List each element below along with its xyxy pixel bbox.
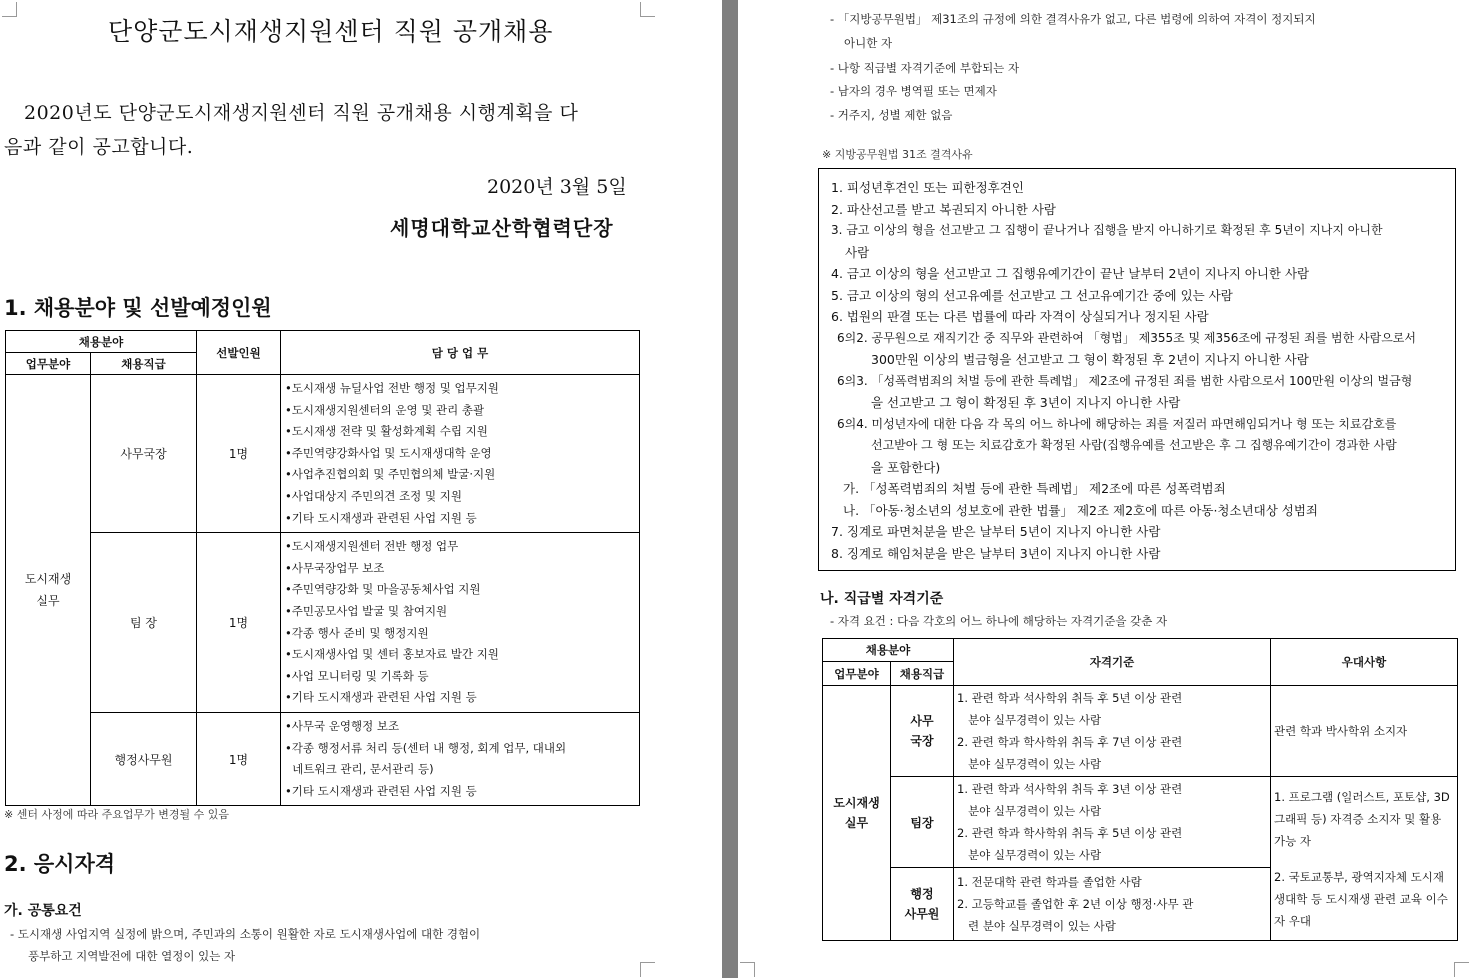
field-cell (6, 375, 91, 806)
disq-item: 나. 「아동·청소년의 성보호에 관한 법률」 제2조 제2호에 따른 아동·청소년대상 성범죄 (843, 503, 1318, 518)
requirements-cell (954, 686, 1271, 777)
table-row (6, 375, 640, 533)
disq-item: 6의2. 공무원으로 재직기간 중 직무와 관련하여 「형법」 제355조 및 제356조에 규정된 죄를 범한 사람으로서 (837, 331, 1416, 345)
requirement-line: 분야 실무경력이 있는 사람 (957, 757, 1102, 771)
requirement-line: 1. 관련 학과 석사학위 취득 후 3년 이상 관련 (957, 782, 1183, 796)
header-advantages: 우대사항 (1271, 639, 1458, 686)
advantages-cell: 관련 학과 박사학위 소지자 (1271, 686, 1458, 777)
duty-item: 네트워크 관리, 문서관리 등) (285, 762, 434, 777)
count-cell: 1명 (197, 375, 281, 533)
requirement-line: 분야 실무경력이 있는 사람 (957, 804, 1102, 818)
table-row (823, 777, 1458, 868)
position-line: 국장 (910, 734, 934, 748)
duty-item: •도시재생지원센터의 운영 및 관리 총괄 (285, 402, 485, 417)
disq-item: 가. 「성폭력범죄의 처벌 등에 관한 특례법」 제2조에 따른 성폭력범죄 (843, 481, 1226, 496)
disq-item: 1. 피성년후견인 또는 피한정후견인 (831, 180, 1024, 195)
table-row (6, 712, 640, 805)
disq-item: 300만원 이상의 벌금형을 선고받고 그 형이 확정된 후 2년이 지나지 아니한 사람 (871, 352, 1309, 367)
field-line: 실무 (36, 594, 60, 609)
req-line-2: - 나항 직급별 자격기준에 부합되는 자 (830, 61, 1020, 75)
requirement-line: 분야 실무경력이 있는 사람 (957, 713, 1102, 727)
announcement-date: 2020년 3월 5일 (487, 176, 627, 198)
disq-item: 3. 금고 이상의 형을 선고받고 그 집행이 끝나거나 집행을 받지 아니하기로 확정된 후 5년이 지나지 아니한 (831, 223, 1383, 237)
req-line-1: - 「지방공무원법」 제31조의 규정에 의한 결격사유가 없고, 다른 법령에 의하여 자격이 정지되지 (830, 12, 1316, 26)
duty-item: •주민공모사업 발굴 및 참여지원 (285, 603, 448, 618)
recruitment-table (5, 330, 640, 806)
subsection-ga: 가. 공통요건 (4, 903, 82, 919)
position-line: 사무원 (904, 907, 940, 921)
disq-item: 6의3. 「성폭력범죄의 처벌 등에 관한 특례법」 제2조에 규정된 죄를 범한 사람으로서 100만원 이상의 벌금형 (837, 374, 1413, 388)
disq-item: 8. 징계로 해임처분을 받은 날부터 3년이 지나지 아니한 사람 (831, 546, 1161, 561)
table-note: ※ 센터 사정에 따라 주요업무가 변경될 수 있음 (4, 808, 229, 821)
requirement-line: 2. 관련 학과 학사학위 취득 후 5년 이상 관련 (957, 826, 1183, 840)
field-line: 도시재생 (24, 572, 72, 587)
duty-item: •주민역량강화사업 및 도시재생대학 운영 (285, 445, 492, 460)
table-row (823, 686, 1458, 777)
advantage-item: 2. 국토교통부, 광역지자체 도시재생대학 등 도시재생 관련 교육 이수자 우대 (1274, 869, 1448, 928)
position-line: 팀장 (910, 815, 934, 830)
header-position: 채용직급 (91, 353, 197, 375)
requirement-line: 2. 고등학교를 졸업한 후 2년 이상 행정·사무 관 (957, 897, 1194, 911)
subsection-na: 나. 직급별 자격기준 (820, 591, 944, 607)
disq-item: 을 포함한다) (871, 460, 941, 475)
crop-mark (2, 2, 17, 17)
section-heading-1: 1. 채용분야 및 선발예정인원 (4, 296, 272, 320)
header-count: 선발인원 (197, 331, 281, 375)
header-field: 업무분야 (823, 662, 891, 686)
disq-item: 을 선고받고 그 형이 확정된 후 3년이 지나지 아니한 사람 (871, 395, 1181, 410)
position-cell (891, 777, 954, 868)
disqualification-note: ※ 지방공무원법 31조 결격사유 (822, 148, 973, 161)
duty-item: •도시재생 전략 및 활성화계획 수립 지원 (285, 424, 488, 439)
document-title: 단양군도시재생지원센터 직원 공개채용 (108, 17, 554, 46)
disq-item: 4. 금고 이상의 형을 선고받고 그 집행유예기간이 끝난 날부터 2년이 지나지 아니한 사람 (831, 266, 1310, 281)
na-line: - 자격 요건 : 다음 각호의 어느 하나에 해당하는 자격기준을 갖춘 자 (830, 614, 1168, 628)
count-cell: 1명 (197, 712, 281, 805)
intro-line-2: 음과 같이 공고합니다. (4, 136, 194, 158)
duty-item: •주민역량강화 및 마을공동체사업 지원 (285, 582, 481, 597)
duties-cell (281, 712, 640, 805)
disq-item: 2. 파산선고를 받고 복권되지 아니한 사람 (831, 202, 1056, 217)
field-line: 도시재생 (833, 796, 880, 810)
position-cell: 행정사무원 (91, 712, 197, 805)
disq-item: 7. 징계로 파면처분을 받은 날부터 5년이 지나지 아니한 사람 (831, 524, 1161, 539)
requirement-line: 1. 관련 학과 석사학위 취득 후 5년 이상 관련 (957, 691, 1183, 705)
disq-item: 선고받아 그 형 또는 치료감호가 확정된 사람(집행유예를 선고받은 후 그 집행유예기간이 경과한 사람 (871, 438, 1397, 452)
disq-item: 6. 법원의 판결 또는 다른 법률에 따라 자격이 상실되거나 정지된 사람 (831, 309, 1209, 324)
duties-cell (281, 533, 640, 713)
req-line-4: - 거주지, 성별 제한 없음 (830, 108, 953, 122)
intro-line-1: 2020년도 단양군도시재생지원센터 직원 공개채용 시행계획을 다 (24, 102, 579, 124)
duty-item: •사업 모니터링 및 기록화 등 (285, 668, 429, 683)
disqualification-box (818, 168, 1456, 571)
field-line: 실무 (844, 816, 869, 830)
duty-item: •사업대상지 주민의견 조정 및 지원 (285, 488, 462, 503)
field-cell (823, 686, 891, 941)
duty-item: •도시재생 뉴딜사업 전반 행정 및 업무지원 (285, 381, 499, 395)
duty-item: •기타 도시재생과 관련된 사업 지원 등 (285, 510, 477, 525)
position-cell: 팀 장 (91, 533, 197, 713)
header-group: 채용분야 (823, 639, 954, 662)
disq-item: 6의4. 미성년자에 대한 다음 각 목의 어느 하나에 해당하는 죄를 저질러 파면해임되거나 형 또는 치료감호를 (837, 417, 1397, 431)
header-duties: 담 당 업 무 (281, 331, 640, 375)
duty-item: •사업추진협의회 및 주민협의체 발굴·지원 (285, 467, 496, 482)
req-line-1b: 아니한 자 (844, 36, 893, 50)
requirements-cell (954, 777, 1271, 868)
crop-mark (1454, 962, 1469, 977)
requirement-line: 1. 전문대학 관련 학과를 졸업한 사람 (957, 875, 1142, 889)
duty-item: •각종 행사 준비 및 행정지원 (285, 625, 429, 640)
position-line: 행정 (910, 887, 934, 901)
header-group: 채용분야 (6, 331, 197, 353)
requirements-cell (954, 868, 1271, 941)
position-cell (891, 686, 954, 777)
duty-item: •도시재생사업 및 센터 홍보자료 발간 지원 (285, 647, 499, 662)
duty-item: •각종 행정서류 처리 등(센터 내 행정, 회계 업무, 대내외 (285, 740, 567, 755)
advantages-cell (1271, 777, 1458, 941)
header-requirements: 자격기준 (954, 639, 1271, 686)
header-position: 채용직급 (891, 662, 954, 686)
position-cell: 사무국장 (91, 375, 197, 533)
requirement-line: 련 분야 실무경력이 있는 사람 (957, 919, 1116, 933)
count-cell: 1명 (197, 533, 281, 713)
position-line: 사무 (910, 714, 934, 728)
requirement-line: 2. 관련 학과 학사학위 취득 후 7년 이상 관련 (957, 735, 1183, 749)
duty-item: •사무국 운영행정 보조 (285, 718, 400, 733)
document-page-right (738, 0, 1477, 978)
disq-item: 사람 (845, 245, 870, 260)
qualification-table (822, 638, 1458, 941)
document-page-left (0, 0, 722, 978)
crop-mark (640, 2, 655, 17)
req-line-3: - 남자의 경우 병역필 또는 면제자 (830, 84, 997, 98)
position-cell (891, 868, 954, 941)
crop-mark (740, 962, 755, 977)
header-field: 업무분야 (6, 353, 91, 375)
requirement-line: 분야 실무경력이 있는 사람 (957, 848, 1102, 862)
duty-item: •기타 도시재생과 관련된 사업 지원 등 (285, 690, 477, 705)
ga-line-2: 풍부하고 지역발전에 대한 열정이 있는 자 (28, 949, 236, 963)
advantage-item: 1. 프로그램 (일러스트, 포토샵, 3D그래픽 등) 자격증 소지자 및 활용 가능 자 (1274, 789, 1450, 848)
duty-item: •사무국장업무 보조 (285, 560, 385, 575)
table-row (6, 533, 640, 713)
duty-item: •도시재생지원센터 전반 행정 업무 (285, 539, 459, 554)
crop-mark (640, 962, 655, 977)
ga-line-1: - 도시재생 사업지역 실정에 밝으며, 주민과의 소통이 원활한 자로 도시재생사업에 대한 경험이 (10, 927, 481, 941)
duty-item: •기타 도시재생과 관련된 사업 지원 등 (285, 783, 477, 798)
disq-item: 5. 금고 이상의 형의 선고유예를 선고받고 그 선고유예기간 중에 있는 사람 (831, 288, 1233, 303)
section-heading-2: 2. 응시자격 (4, 852, 116, 876)
duties-cell (281, 375, 640, 533)
issuer-org: 세명대학교산학협력단장 (390, 216, 614, 240)
